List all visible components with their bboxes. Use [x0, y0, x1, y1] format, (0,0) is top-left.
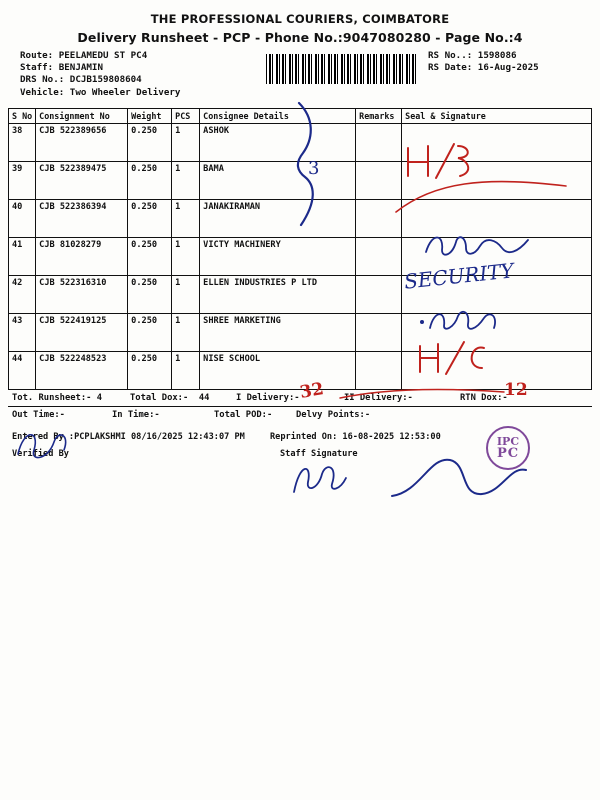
cell-weight: 0.250: [128, 162, 172, 200]
runsheet-sheet: [8, 6, 592, 476]
col-sno: S No: [9, 109, 36, 124]
cell-pcs: 1: [172, 314, 200, 352]
delvy-points: Delvy Points:-: [296, 410, 371, 420]
i-delivery-value-ink: 32: [298, 379, 326, 403]
cell-consignment: CJB 522316310: [36, 276, 128, 314]
in-time: In Time:-: [112, 410, 160, 420]
cell-consignee: VICTY MACHINERY: [200, 238, 356, 276]
cell-sno: 39: [9, 162, 36, 200]
cell-consignment: CJB 522389475: [36, 162, 128, 200]
round-stamp: [486, 426, 530, 470]
rtn-dox-value-ink: 12: [504, 380, 528, 400]
stamp-line-2: PC: [496, 446, 520, 461]
cell-seal: [402, 314, 592, 352]
i-delivery: I Delivery:-: [236, 393, 300, 403]
cell-remarks: [356, 200, 402, 238]
cell-weight: 0.250: [128, 200, 172, 238]
table-row: [9, 238, 592, 276]
col-seal: Seal & Signature: [402, 109, 592, 124]
out-time: Out Time:-: [12, 410, 65, 420]
table-row: [9, 352, 592, 390]
meta-right: [428, 50, 539, 74]
totals-row-2: [8, 407, 592, 424]
reprinted-on: Reprinted On: 16-08-2025 12:53:00: [270, 432, 441, 442]
table-header-row: [9, 109, 592, 124]
col-consignee: Consignee Details: [200, 109, 356, 124]
cell-consignee: JANAKIRAMAN: [200, 200, 356, 238]
entered-by: Entered By :PCPLAKSHMI 08/16/2025 12:43:07 PM: [12, 432, 245, 442]
cell-consignee: BAMA: [200, 162, 356, 200]
col-pcs: PCS: [172, 109, 200, 124]
cell-consignment: CJB 522386394: [36, 200, 128, 238]
meta-left: [20, 50, 180, 99]
total-pod: Total POD:-: [214, 410, 273, 420]
cell-consignment: CJB 522419125: [36, 314, 128, 352]
rs-no-line: RS No..: 1598086: [428, 50, 517, 61]
staff-signature-label: Staff Signature: [280, 449, 358, 459]
cell-weight: 0.250: [128, 352, 172, 390]
cell-consignee: ASHOK: [200, 124, 356, 162]
cell-pcs: 1: [172, 162, 200, 200]
seal-signature-ink-2: SECURITY: [403, 258, 515, 294]
cell-pcs: 1: [172, 200, 200, 238]
cell-consignment: CJB 81028279: [36, 238, 128, 276]
col-remarks: Remarks: [356, 109, 402, 124]
cell-seal: [402, 200, 592, 238]
table-row: [9, 276, 592, 314]
drs-line: DRS No.: DCJB159808604: [20, 74, 142, 86]
cell-pcs: 1: [172, 276, 200, 314]
company-name: THE PROFESSIONAL COURIERS, COIMBATORE: [150, 12, 450, 26]
meta-block: [8, 50, 592, 106]
barcode-image: [266, 54, 416, 84]
page-title: Delivery Runsheet - PCP - Phone No.:9047080280 - Page No.:4: [77, 30, 523, 45]
cell-seal: [402, 276, 592, 314]
cell-sno: 40: [9, 200, 36, 238]
tot-runsheet: Tot. Runsheet:- 4: [12, 393, 103, 403]
col-weight: Weight: [128, 109, 172, 124]
cell-consignment: CJB 522248523: [36, 352, 128, 390]
cell-sno: 41: [9, 238, 36, 276]
route-line: Route: PEELAMEDU ST PC4: [20, 50, 148, 61]
ii-delivery: II Delivery:-: [344, 393, 413, 403]
cell-seal: [402, 162, 592, 200]
cell-consignee: NISE SCHOOL: [200, 352, 356, 390]
totals-row-1: [8, 390, 592, 407]
cell-remarks: [356, 276, 402, 314]
cell-pcs: 1: [172, 352, 200, 390]
table-row: [9, 200, 592, 238]
col-consignment: Consignment No: [36, 109, 128, 124]
staff-line: Staff: BENJAMIN: [20, 62, 103, 74]
cell-sno: 43: [9, 314, 36, 352]
cell-consignee: SHREE MARKETING: [200, 314, 356, 352]
cell-weight: 0.250: [128, 276, 172, 314]
cell-consignee: ELLEN INDUSTRIES P LTD: [200, 276, 356, 314]
table-row: [9, 314, 592, 352]
cell-consignment: CJB 522389656: [36, 124, 128, 162]
verified-by: Verified By: [12, 449, 69, 459]
cell-pcs: 1: [172, 238, 200, 276]
cell-remarks: [356, 238, 402, 276]
cell-sno: 44: [9, 352, 36, 390]
cell-weight: 0.250: [128, 238, 172, 276]
cell-sno: 42: [9, 276, 36, 314]
table-row: [9, 162, 592, 200]
runsheet-table: [8, 108, 592, 390]
cell-remarks: [356, 314, 402, 352]
brace-count-ink: 3: [308, 158, 320, 179]
cell-sno: 38: [9, 124, 36, 162]
cell-seal: [402, 238, 592, 276]
cell-pcs: 1: [172, 124, 200, 162]
rtn-dox: RTN Dox:-: [460, 393, 508, 403]
cell-weight: 0.250: [128, 124, 172, 162]
cell-remarks: [356, 162, 402, 200]
cell-weight: 0.250: [128, 314, 172, 352]
cell-seal: [402, 352, 592, 390]
rs-date-line: RS Date: 16-Aug-2025: [428, 62, 539, 74]
total-dox: Total Dox:- 44: [130, 393, 210, 403]
cell-remarks: [356, 124, 402, 162]
table-row: [9, 124, 592, 162]
cell-seal: [402, 124, 592, 162]
vehicle-line: Vehicle: Two Wheeler Delivery: [20, 86, 181, 98]
cell-remarks: [356, 352, 402, 390]
stamp-line-1: IPC: [496, 435, 520, 448]
